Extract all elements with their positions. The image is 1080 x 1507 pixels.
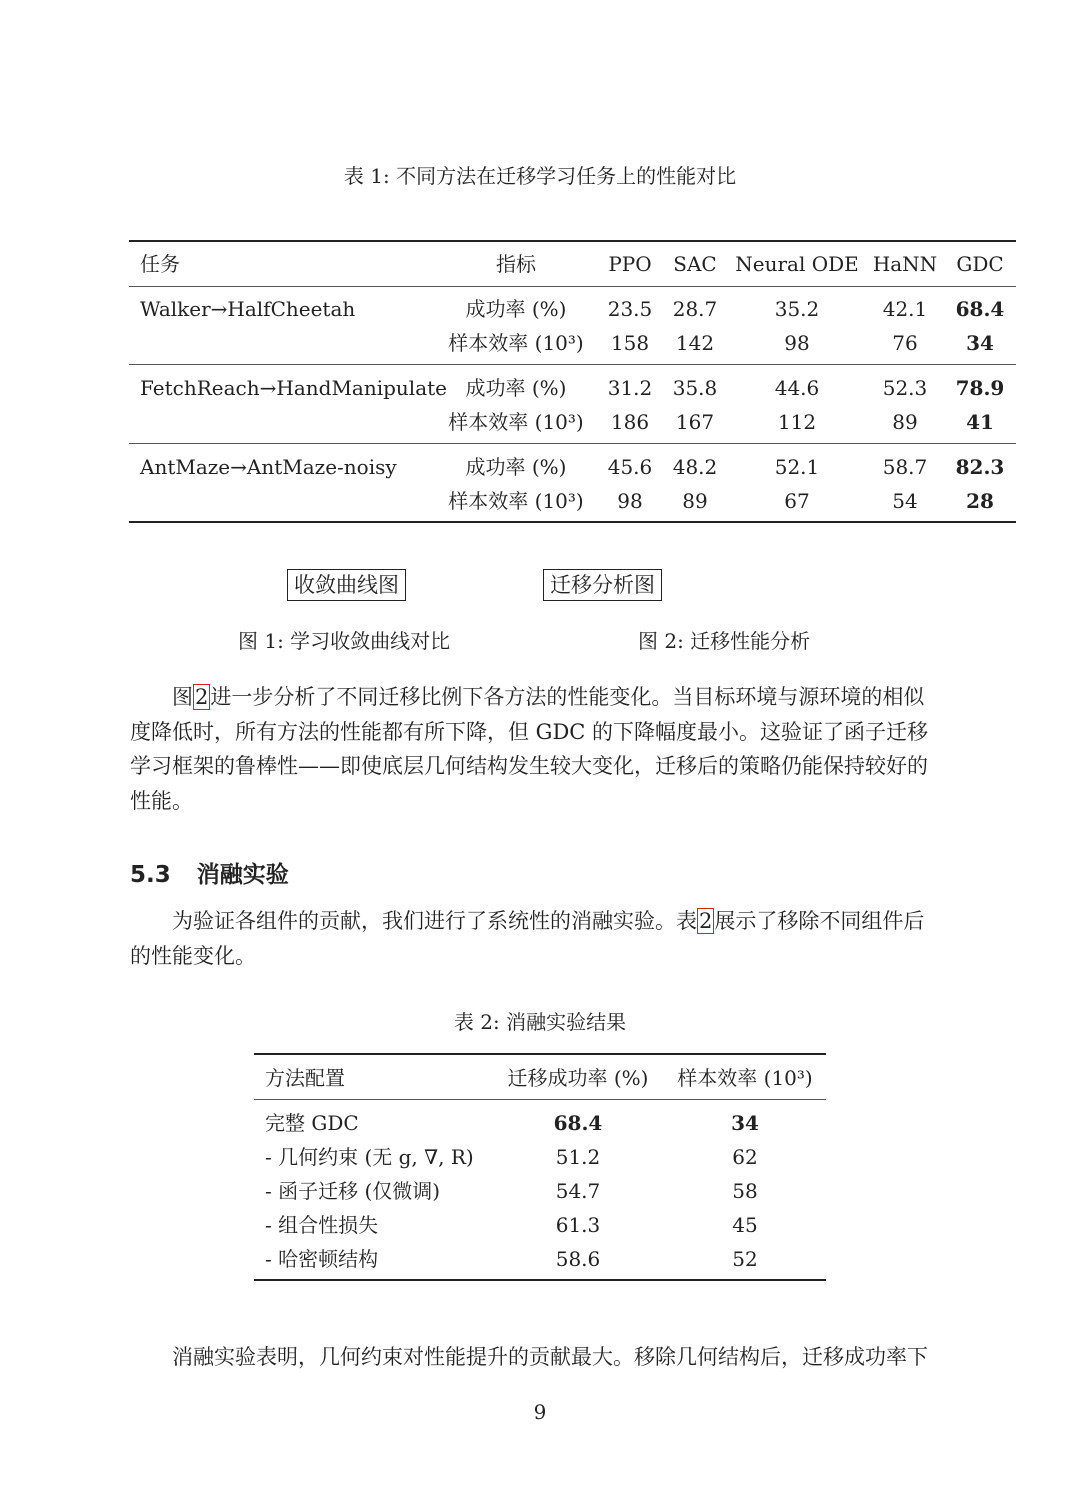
value-cell: 98 <box>617 489 643 513</box>
metric-label: 样本效率 (10³) <box>448 331 584 355</box>
figure1-caption: 图 1: 学习收敛曲线对比 <box>238 629 451 653</box>
value-cell: 58.7 <box>882 455 928 479</box>
value-cell: 45 <box>732 1213 758 1237</box>
value-cell: 42.1 <box>882 297 928 321</box>
paragraph-line: 消融实验表明，几何约束对性能提升的贡献最大。移除几何结构后，迁移成功率下 <box>172 1345 928 1369</box>
text: 进一步分析了不同迁移比例下各方法的性能变化。当目标环境与源环境的相似 <box>210 685 925 709</box>
table2-header-rule <box>254 1099 826 1100</box>
table1-header-task: 任务 <box>140 252 180 276</box>
figure2-placeholder: 迁移分析图 <box>543 569 662 601</box>
figure1-placeholder: 收敛曲线图 <box>287 569 406 601</box>
figure-ref-link[interactable]: 2 <box>195 685 209 709</box>
value-cell: 35.8 <box>672 376 718 400</box>
value-cell: 112 <box>777 410 817 434</box>
table1-header-hann: HaNN <box>872 252 938 276</box>
task-name: Walker→HalfCheetah <box>140 297 356 321</box>
table1-row-rule <box>129 443 1016 444</box>
value-cell: 89 <box>892 410 918 434</box>
paragraph-line <box>130 680 952 715</box>
task-name: AntMaze→AntMaze-noisy <box>140 455 397 479</box>
figure2-caption: 图 2: 迁移性能分析 <box>638 629 811 653</box>
metric-label: 成功率 (%) <box>465 455 567 479</box>
paragraph-line: 性能。 <box>130 788 193 813</box>
table1-header-gdc: GDC <box>956 252 1004 276</box>
value-cell: 48.2 <box>672 455 718 479</box>
value-cell: 28.7 <box>672 297 718 321</box>
table-ref-link[interactable]: 2 <box>699 909 713 933</box>
value-cell: 98 <box>784 331 810 355</box>
value-cell: 31.2 <box>607 376 653 400</box>
table1-header-neural-ode: Neural ODE <box>735 252 859 276</box>
value-cell: 142 <box>675 331 715 355</box>
value-cell: 58.6 <box>555 1247 601 1271</box>
value-cell: 52.3 <box>882 376 928 400</box>
table1-header-metric: 指标 <box>496 252 536 276</box>
paragraph-ablation-conclusion <box>130 1340 952 1375</box>
value-cell: 52 <box>732 1247 758 1271</box>
paragraph-line: 学习框架的鲁棒性——即使底层几何结构发生较大变化，迁移后的策略仍能保持较好的 <box>130 754 928 778</box>
section-title: 消融实验 <box>196 862 289 888</box>
table2-top-rule <box>254 1053 826 1055</box>
metric-label: 样本效率 (10³) <box>448 489 584 513</box>
task-name: FetchReach→HandManipulate <box>140 376 448 400</box>
text: 展示了移除不同组件后 <box>714 909 925 933</box>
value-cell: 54.7 <box>555 1179 601 1203</box>
table1-bottom-rule <box>129 521 1016 523</box>
value-cell: 58 <box>732 1179 758 1203</box>
metric-label: 样本效率 (10³) <box>448 410 584 434</box>
table1-header-sac: SAC <box>673 252 717 276</box>
value-cell: 167 <box>675 410 715 434</box>
table1-top-rule <box>129 240 1016 242</box>
config-cell: - 哈密顿结构 <box>265 1247 379 1271</box>
table2-header-sample: 样本效率 (10³) <box>677 1066 813 1090</box>
best-value-cell: 34 <box>966 331 994 355</box>
value-cell: 61.3 <box>555 1213 601 1237</box>
value-cell: 67 <box>784 489 810 513</box>
paragraph-line <box>130 904 952 939</box>
best-value-cell: 68.4 <box>955 297 1005 321</box>
paragraph-line: 的性能变化。 <box>130 943 256 968</box>
value-cell: 51.2 <box>555 1145 601 1169</box>
paragraph-transfer-analysis <box>130 680 952 818</box>
table2-header-success: 迁移成功率 (%) <box>507 1066 649 1090</box>
value-cell: 89 <box>682 489 708 513</box>
table1-caption: 表 1: 不同方法在迁移学习任务上的性能对比 <box>343 164 737 188</box>
best-value-cell: 28 <box>966 489 994 513</box>
section-heading <box>130 856 289 889</box>
best-value-cell: 34 <box>731 1111 759 1135</box>
value-cell: 186 <box>610 410 650 434</box>
text: 为验证各组件的贡献，我们进行了系统性的消融实验。表 <box>172 909 697 933</box>
table1-header-ppo: PPO <box>608 252 652 276</box>
value-cell: 52.1 <box>774 455 820 479</box>
table1-header-rule <box>129 286 1016 287</box>
best-value-cell: 82.3 <box>955 455 1005 479</box>
value-cell: 54 <box>892 489 918 513</box>
best-value-cell: 41 <box>966 410 994 434</box>
table2-bottom-rule <box>254 1279 826 1281</box>
table2-caption: 表 2: 消融实验结果 <box>453 1010 627 1034</box>
table1-row-rule <box>129 364 1016 365</box>
config-cell: 完整 GDC <box>265 1111 359 1135</box>
section-number: 5.3 <box>130 862 171 888</box>
paragraph-ablation-intro <box>130 904 952 973</box>
value-cell: 76 <box>892 331 918 355</box>
value-cell: 158 <box>610 331 650 355</box>
page-number: 9 <box>533 1400 547 1424</box>
paragraph-line: 度降低时，所有方法的性能都有所下降，但 GDC 的下降幅度最小。这验证了函子迁移 <box>130 719 929 744</box>
value-cell: 45.6 <box>607 455 653 479</box>
config-cell: - 函子迁移 (仅微调) <box>265 1179 441 1203</box>
config-cell: - 组合性损失 <box>265 1213 379 1237</box>
value-cell: 44.6 <box>774 376 820 400</box>
metric-label: 成功率 (%) <box>465 297 567 321</box>
value-cell: 23.5 <box>607 297 653 321</box>
best-value-cell: 78.9 <box>955 376 1005 400</box>
config-cell: - 几何约束 (无 g, ∇, R) <box>265 1145 474 1169</box>
text: 图 <box>172 685 193 709</box>
table2-header-config: 方法配置 <box>265 1066 345 1090</box>
metric-label: 成功率 (%) <box>465 376 567 400</box>
value-cell: 62 <box>732 1145 758 1169</box>
value-cell: 35.2 <box>774 297 820 321</box>
best-value-cell: 68.4 <box>553 1111 603 1135</box>
